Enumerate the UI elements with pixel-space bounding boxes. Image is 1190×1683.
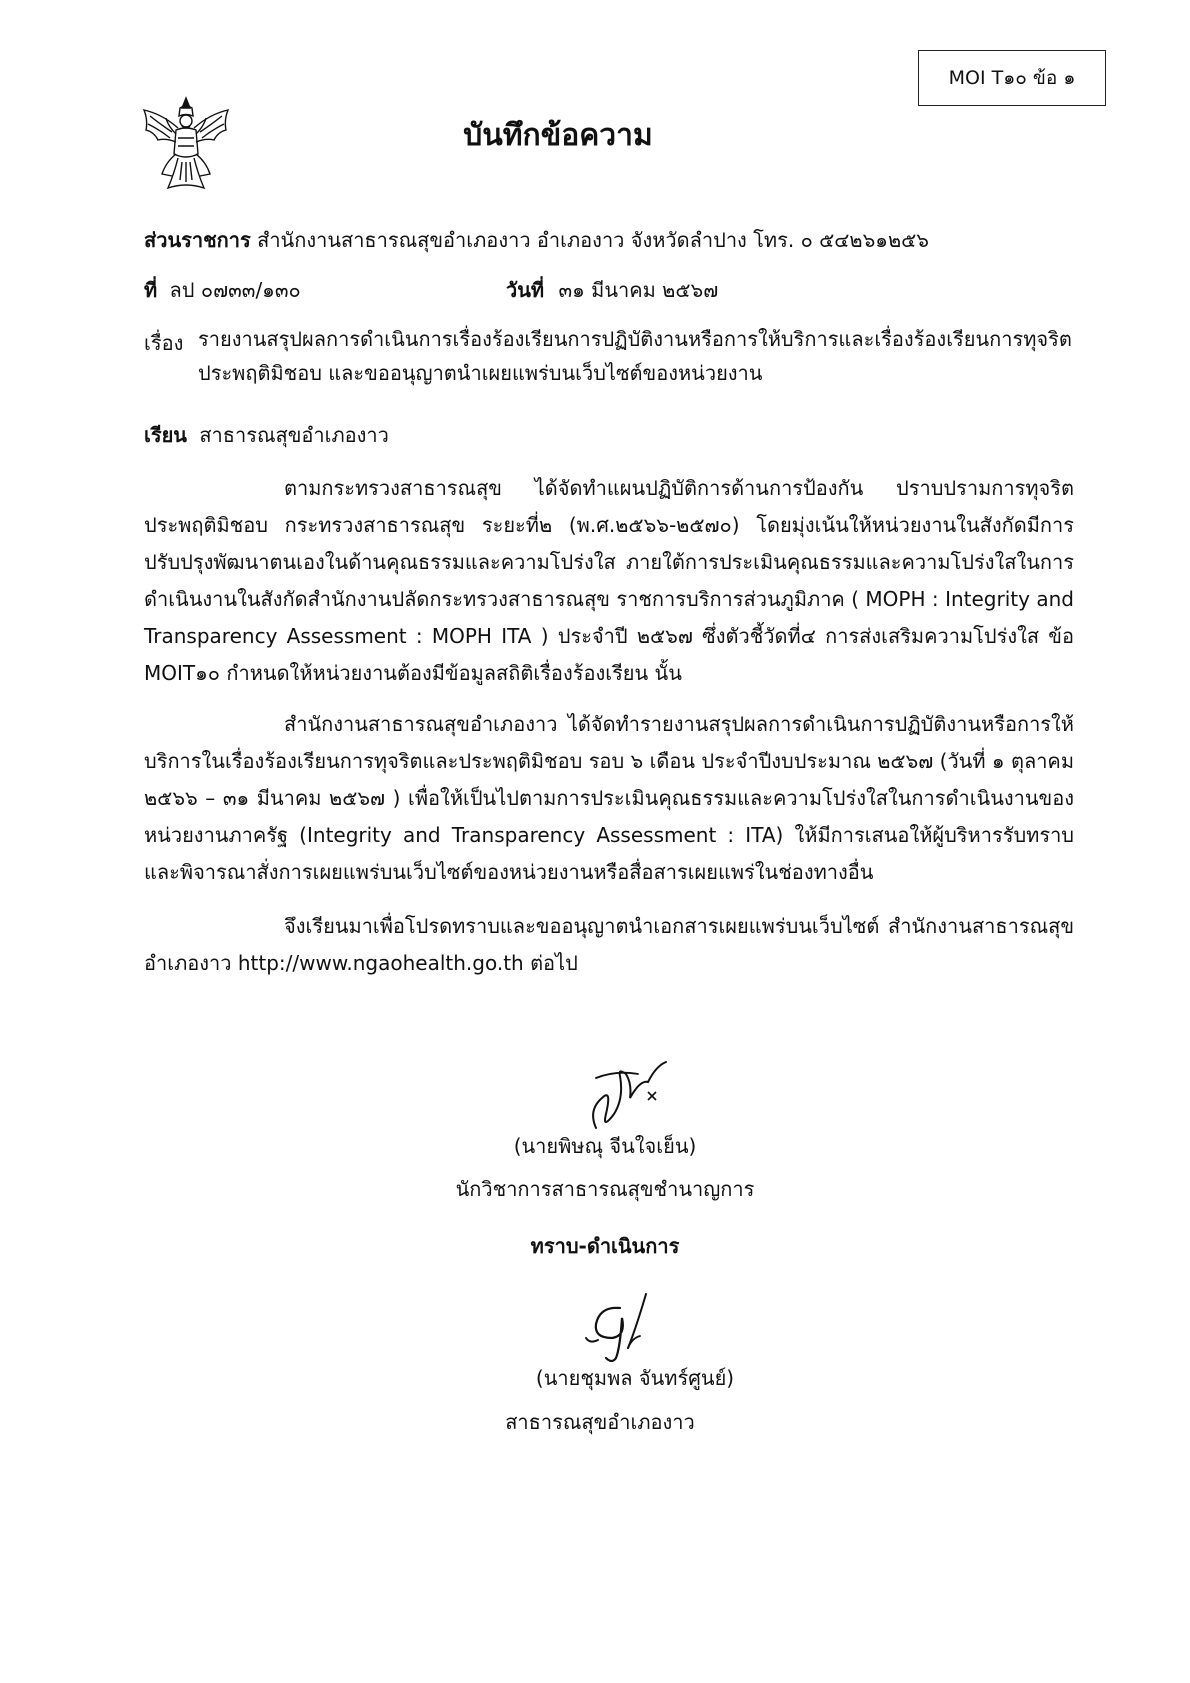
signature-1 — [566, 1058, 670, 1134]
date-value: ๓๑ มีนาคม ๒๕๖๗ — [558, 278, 719, 302]
body-paragraph-1: ตามกระทรวงสาธารณสุข ได้จัดทำแผนปฏิบัติการด้านการป้องกัน ปราบปรามการทุจริตประพฤติมิชอบ กระทรวงสาธารณสุข ระยะที่๒ (พ.ศ.๒๕๖๖-๒๕๗๐) โดยมุ่งเน้นให้หน่วยงานในสังกัดมีการปรับปรุงพัฒนาตนเองในด้านคุณธรรมและความโปร่งใส ภายใต้การประเมินคุณธรรมและความโปร่งใสในการดำเนินงานในสังกัดสำนักงานปลัดกระทรวงสาธารณสุข ราชการบริการส่วนภูมิภาค ( MOPH : Integrity and Transparency Assessment : MOPH ITA ) ประจำปี ๒๕๖๗ ซึ่งตัวชี้วัดที่๔ การส่งเสริมความโปร่งใส ข้อ MOIT๑๐ กำหนดให้หน่วยงานต้องมีข้อมูลสถิติเรื่องร้องเรียน นั้น — [144, 476, 1074, 685]
to-value: สาธารณสุขอำเภองาว — [199, 423, 389, 447]
memo-title: บันทึกข้อความ — [463, 118, 653, 153]
signer-1-position: นักวิชาการสาธารณสุขชำนาญการ — [455, 1177, 755, 1201]
to-line — [144, 419, 389, 451]
signer-2-position: สาธารณสุขอำเภองาว — [505, 1410, 695, 1434]
body-paragraph-2: สำนักงานสาธารณสุขอำเภองาว ได้จัดทำรายงานสรุปผลการดำเนินการปฏิบัติงานหรือการให้บริการในเรื่องร้องเรียนการทุจริตและประพฤติมิชอบ รอบ ๖ เดือน ประจำปีงบประมาณ ๒๕๖๗ (วันที่ ๑ ตุลาคม ๒๕๖๖ – ๓๑ มีนาคม ๒๕๖๗ ) เพื่อให้เป็นไปตามการประเมินคุณธรรมและความโปร่งใสในการดำเนินงานของหน่วยงานภาครัฐ (Integrity and Transparency Assessment : ITA) ให้มีการเสนอให้ผู้บริหารรับทราบและพิจารณาสั่งการเผยแพร่บนเว็บไซต์ของหน่วยงานหรือสื่อสารเผยแพร่ในช่องทางอื่น — [144, 712, 1074, 884]
agency-label: ส่วนราชการ — [144, 228, 251, 252]
body-paragraph-3: จึงเรียนมาเพื่อโปรดทราบและขออนุญาตนำเอกสารเผยแพร่บนเว็บไซต์ สำนักงานสาธารณสุขอำเภองาว http://www.ngaohealth.go.th ต่อไป — [144, 914, 1074, 975]
subject-value: รายงานสรุปผลการดำเนินการเรื่องร้องเรียนการปฏิบัติงานหรือการให้บริการและเรื่องร้องเรียนการทุจริต ประพฤติมิชอบ และขออนุญาตนำเผยแพร่บนเว็บไซต์ของหน่วยงาน — [198, 327, 1072, 385]
agency-value: สำนักงานสาธารณสุขอำเภองาว อำเภองาว จังหวัดลำปาง โทร. ๐ ๕๔๒๖๑๒๕๖ — [257, 228, 929, 252]
subject-label: เรื่อง — [144, 331, 184, 355]
date-label: วันที่ — [506, 278, 545, 302]
approval-note: ทราบ-ดำเนินการ — [530, 1234, 680, 1258]
signature-2 — [566, 1288, 670, 1368]
agency-line — [144, 224, 929, 256]
ref-value: ลป ๐๗๓๓/๑๓๐ — [169, 278, 301, 302]
ref-label: ที่ — [144, 278, 158, 302]
document-code-box — [918, 50, 1106, 106]
signer-1-name: (นายพิษณุ จีนใจเย็น) — [513, 1134, 697, 1158]
document-code: MOI T๑๐ ข้อ ๑ — [948, 67, 1076, 89]
ref-number-line — [144, 274, 301, 306]
date-line — [506, 274, 718, 306]
to-label: เรียน — [144, 423, 187, 447]
signer-2-name: (นายชุมพล จันทร์ศูนย์) — [535, 1366, 735, 1390]
